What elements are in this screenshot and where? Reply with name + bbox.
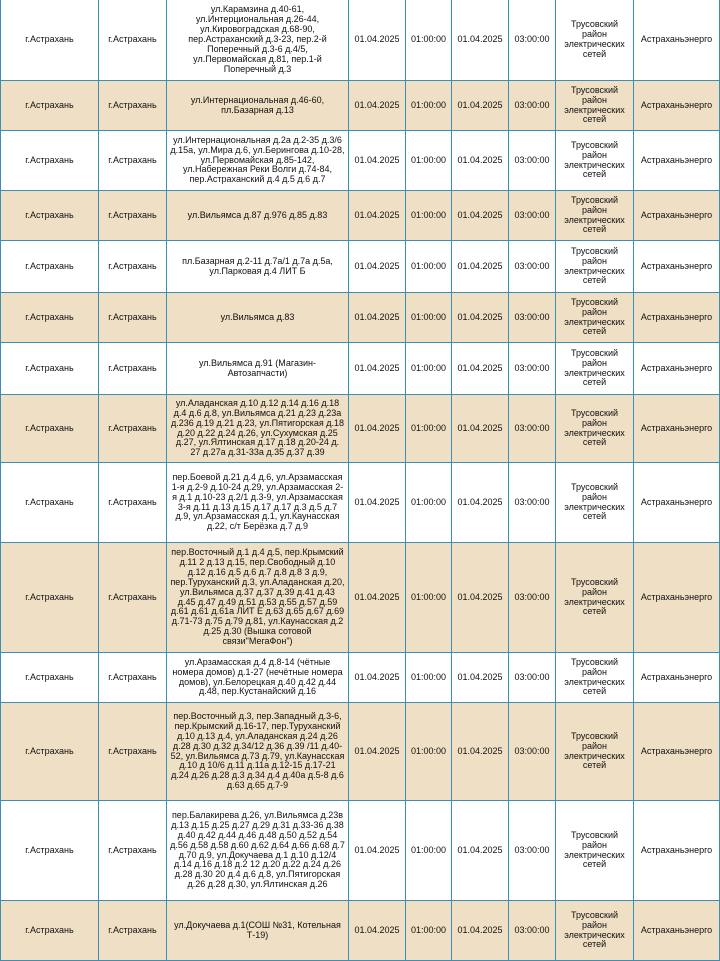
end-time-cell: 03:00:00 xyxy=(509,81,556,131)
start-time-cell: 01:00:00 xyxy=(406,801,452,901)
address-cell: ул.Арзамасская д.4 д.8-14 (чётные номера домов) д.1-27 (нечётные номера домов), ул.Белорецкая д.40 д.42 д.44 д.48, пер.Кустанайский д.16 xyxy=(167,653,349,703)
end-date-cell: 01.04.2025 xyxy=(452,901,509,961)
start-date-cell: 01.04.2025 xyxy=(349,343,406,395)
table-row xyxy=(1,543,720,653)
city-cell: г.Астрахань xyxy=(1,901,99,961)
table-row xyxy=(1,241,720,293)
organization-cell: Астраханьэнерго xyxy=(634,543,720,653)
locality-cell: г.Астрахань xyxy=(99,653,167,703)
city-cell: г.Астрахань xyxy=(1,131,99,191)
start-time-cell: 01:00:00 xyxy=(406,653,452,703)
district-cell: Трусовский район электрических сетей xyxy=(556,801,634,901)
start-time-cell: 01:00:00 xyxy=(406,191,452,241)
district-cell: Трусовский район электрических сетей xyxy=(556,543,634,653)
start-time-cell: 01:00:00 xyxy=(406,0,452,81)
city-cell: г.Астрахань xyxy=(1,395,99,463)
start-date-cell: 01.04.2025 xyxy=(349,241,406,293)
start-date-cell: 01.04.2025 xyxy=(349,131,406,191)
address-cell: ул.Докучаева д.1(СОШ №31, Котельная Т-19) xyxy=(167,901,349,961)
district-cell: Трусовский район электрических сетей xyxy=(556,343,634,395)
district-cell: Трусовский район электрических сетей xyxy=(556,293,634,343)
address-cell: ул.Вильямса д.87 д.976 д.85 д.83 xyxy=(167,191,349,241)
table-row xyxy=(1,343,720,395)
organization-cell: Астраханьэнерго xyxy=(634,81,720,131)
organization-cell: Астраханьэнерго xyxy=(634,395,720,463)
city-cell: г.Астрахань xyxy=(1,191,99,241)
start-date-cell: 01.04.2025 xyxy=(349,801,406,901)
start-time-cell: 01:00:00 xyxy=(406,81,452,131)
end-date-cell: 01.04.2025 xyxy=(452,395,509,463)
start-date-cell: 01.04.2025 xyxy=(349,543,406,653)
start-date-cell: 01.04.2025 xyxy=(349,0,406,81)
table-body xyxy=(1,0,720,961)
city-cell: г.Астрахань xyxy=(1,0,99,81)
start-time-cell: 01:00:00 xyxy=(406,241,452,293)
start-date-cell: 01.04.2025 xyxy=(349,293,406,343)
organization-cell: Астраханьэнерго xyxy=(634,801,720,901)
end-date-cell: 01.04.2025 xyxy=(452,653,509,703)
locality-cell: г.Астрахань xyxy=(99,543,167,653)
district-cell: Трусовский район электрических сетей xyxy=(556,653,634,703)
organization-cell: Астраханьэнерго xyxy=(634,463,720,543)
organization-cell: Астраханьэнерго xyxy=(634,293,720,343)
organization-cell: Астраханьэнерго xyxy=(634,191,720,241)
table-row xyxy=(1,801,720,901)
district-cell: Трусовский район электрических сетей xyxy=(556,463,634,543)
table-row xyxy=(1,191,720,241)
end-time-cell: 03:00:00 xyxy=(509,293,556,343)
organization-cell: Астраханьэнерго xyxy=(634,131,720,191)
end-time-cell: 03:00:00 xyxy=(509,343,556,395)
address-cell: ул.Вильямса д.83 xyxy=(167,293,349,343)
locality-cell: г.Астрахань xyxy=(99,191,167,241)
table-row xyxy=(1,293,720,343)
city-cell: г.Астрахань xyxy=(1,801,99,901)
organization-cell: Астраханьэнерго xyxy=(634,703,720,801)
start-date-cell: 01.04.2025 xyxy=(349,901,406,961)
district-cell: Трусовский район электрических сетей xyxy=(556,191,634,241)
locality-cell: г.Астрахань xyxy=(99,395,167,463)
address-cell: ул.Вильямса д.91 (Магазин-Автозапчасти) xyxy=(167,343,349,395)
end-date-cell: 01.04.2025 xyxy=(452,241,509,293)
end-date-cell: 01.04.2025 xyxy=(452,801,509,901)
city-cell: г.Астрахань xyxy=(1,241,99,293)
end-time-cell: 03:00:00 xyxy=(509,801,556,901)
address-cell: пер.Балакирева д.26, ул.Вильямса д.23в д.13 д.15 д.25 д.27 д.29 д.31 д.33-36 д.38 д.40 д.42 д.44 д.46 д.48 д.50 д.52 д.54 д.56 д.58 д.58 д.60 д.62 д.64 д.66 д.68 д.7 д.70 д.9, ул.Докучаева д.1 д.10 д.12/4 д.14 д.16 д.18 д.2 12 д.20 д.22 д.24 д.26 д.28 д.30 20 д.4 д.6 д.8, ул.Пятигорская д.26 д.28 д.30, ул.Ялтинская д.26 xyxy=(167,801,349,901)
end-time-cell: 03:00:00 xyxy=(509,703,556,801)
start-date-cell: 01.04.2025 xyxy=(349,703,406,801)
end-time-cell: 03:00:00 xyxy=(509,543,556,653)
start-time-cell: 01:00:00 xyxy=(406,703,452,801)
start-date-cell: 01.04.2025 xyxy=(349,81,406,131)
address-cell: ул.Интернациональная д.46-60, пл.Базарная д.13 xyxy=(167,81,349,131)
start-date-cell: 01.04.2025 xyxy=(349,653,406,703)
end-date-cell: 01.04.2025 xyxy=(452,131,509,191)
end-time-cell: 03:00:00 xyxy=(509,653,556,703)
start-time-cell: 01:00:00 xyxy=(406,293,452,343)
end-date-cell: 01.04.2025 xyxy=(452,81,509,131)
district-cell: Трусовский район электрических сетей xyxy=(556,395,634,463)
district-cell: Трусовский район электрических сетей xyxy=(556,0,634,81)
district-cell: Трусовский район электрических сетей xyxy=(556,901,634,961)
end-time-cell: 03:00:00 xyxy=(509,901,556,961)
end-time-cell: 03:00:00 xyxy=(509,131,556,191)
locality-cell: г.Астрахань xyxy=(99,81,167,131)
end-time-cell: 03:00:00 xyxy=(509,395,556,463)
table-row xyxy=(1,653,720,703)
locality-cell: г.Астрахань xyxy=(99,703,167,801)
address-cell: пл.Базарная д.2-11 д.7а/1 д.7а д.5а, ул.Парковая д.4 ЛИТ Б xyxy=(167,241,349,293)
address-cell: ул.Карамзина д.40-61, ул.Интерциональная д.26-44, ул.Кировоградская д.68-90, пер.Астраханский д.3-23, пер.2-й Поперечный д.3-6 д.4/5, ул.Первомайская д.81, пер.1-й Поперечный д.3 xyxy=(167,0,349,81)
start-time-cell: 01:00:00 xyxy=(406,901,452,961)
city-cell: г.Астрахань xyxy=(1,81,99,131)
end-time-cell: 03:00:00 xyxy=(509,191,556,241)
end-time-cell: 03:00:00 xyxy=(509,0,556,81)
start-time-cell: 01:00:00 xyxy=(406,343,452,395)
address-cell: пер.Боевой д.21 д.4 д.6, ул.Арзамасская 1-я д.2-9 д.10-24 д.29, ул.Арзамасская 2-я д.1 д.10-23 д.2/1 д.3-9, ул.Арзамасская 3-я д.11 д.13 д.15 д.17 д.17 д.3 д.5 д.7 д.9, ул.Арзамасская д.1, ул.Каунасская д.22, с/т Берёзка д.7 д.9 xyxy=(167,463,349,543)
address-cell: ул.Интернациональная д.2а д.2-35 д.3/6 д.15а, ул.Мира д.6, ул.Берингова д.10-28, ул.Первомайская д.85-142, ул.Набережная Реки Волги д.74-84, пер.Астраханский д.4 д.5 д.6 д.7 xyxy=(167,131,349,191)
city-cell: г.Астрахань xyxy=(1,543,99,653)
organization-cell: Астраханьэнерго xyxy=(634,0,720,81)
start-time-cell: 01:00:00 xyxy=(406,131,452,191)
locality-cell: г.Астрахань xyxy=(99,901,167,961)
end-date-cell: 01.04.2025 xyxy=(452,191,509,241)
district-cell: Трусовский район электрических сетей xyxy=(556,703,634,801)
locality-cell: г.Астрахань xyxy=(99,131,167,191)
end-date-cell: 01.04.2025 xyxy=(452,543,509,653)
table-row xyxy=(1,703,720,801)
locality-cell: г.Астрахань xyxy=(99,293,167,343)
end-time-cell: 03:00:00 xyxy=(509,463,556,543)
city-cell: г.Астрахань xyxy=(1,653,99,703)
locality-cell: г.Астрахань xyxy=(99,801,167,901)
locality-cell: г.Астрахань xyxy=(99,343,167,395)
table-row xyxy=(1,0,720,81)
organization-cell: Астраханьэнерго xyxy=(634,901,720,961)
end-date-cell: 01.04.2025 xyxy=(452,293,509,343)
table-row xyxy=(1,463,720,543)
table-row xyxy=(1,81,720,131)
start-date-cell: 01.04.2025 xyxy=(349,191,406,241)
start-time-cell: 01:00:00 xyxy=(406,463,452,543)
district-cell: Трусовский район электрических сетей xyxy=(556,241,634,293)
organization-cell: Астраханьэнерго xyxy=(634,241,720,293)
address-cell: пер.Восточный д.3, пер.Западный д.3-6, пер.Крымский д.16-17, пер.Туруханский д.10 д.13 д.4, ул.Аладанская д.24 д.26 д.28 д.30 д.32 д.34/12 д.36 д.39 /11 д.40-52, ул.Вильямса д.73 д.79, ул.Каунасская д.10 д 10/6 д.11 д.11а д.12-15 д.17-21 д.24 д.26 д.28 д.3 д.34 д.4 д.40а д.5-8 д.6 д.63 д.65 д.7-9 xyxy=(167,703,349,801)
table-row xyxy=(1,901,720,961)
address-cell: ул.Аладанская д.10 д.12 д.14 д.16 д.18 д.4 д.6 д.8, ул.Вильямса д.21 д.23 д.23а д.236 д.19 д.21 д.23, ул.Пятигорская д.18 д.20 д.22 д.24 д.26, ул.Сухумская д.25 д.27, ул.Ялтинская д.17 д.18 д.20-24 д. 27 д.27а д.31-33а д.35 д.37 д.39 xyxy=(167,395,349,463)
start-time-cell: 01:00:00 xyxy=(406,543,452,653)
start-date-cell: 01.04.2025 xyxy=(349,395,406,463)
table-row xyxy=(1,131,720,191)
city-cell: г.Астрахань xyxy=(1,463,99,543)
organization-cell: Астраханьэнерго xyxy=(634,343,720,395)
end-time-cell: 03:00:00 xyxy=(509,241,556,293)
organization-cell: Астраханьэнерго xyxy=(634,653,720,703)
locality-cell: г.Астрахань xyxy=(99,463,167,543)
address-cell: пер.Восточный д.1 д.4 д.5, пер.Крымский д.11 2 д.13 д.15, пер.Свободный д.10 д.12 д.16 д.5 д.6 д.7 д.8 д.8 3 д.9, пер.Туруханский д.3, ул.Аладанская д.20, ул.Вильямса д.37 д.37 д.39 д.41 д.43 д.45 д.47 д.49 д.51 д.53 д.55 д.57 д.59 д.61 д.61 д.61а ЛИТ Е д.63 д.65 д.67 д.69 д.71-73 д.75 д.79 д.81, ул.Каунасская д.2 д.25 д.30 (Вышка сотовой связи"МегаФон") xyxy=(167,543,349,653)
district-cell: Трусовский район электрических сетей xyxy=(556,81,634,131)
start-time-cell: 01:00:00 xyxy=(406,395,452,463)
city-cell: г.Астрахань xyxy=(1,343,99,395)
end-date-cell: 01.04.2025 xyxy=(452,463,509,543)
city-cell: г.Астрахань xyxy=(1,293,99,343)
locality-cell: г.Астрахань xyxy=(99,0,167,81)
city-cell: г.Астрахань xyxy=(1,703,99,801)
locality-cell: г.Астрахань xyxy=(99,241,167,293)
end-date-cell: 01.04.2025 xyxy=(452,0,509,81)
table-row xyxy=(1,395,720,463)
end-date-cell: 01.04.2025 xyxy=(452,343,509,395)
start-date-cell: 01.04.2025 xyxy=(349,463,406,543)
district-cell: Трусовский район электрических сетей xyxy=(556,131,634,191)
end-date-cell: 01.04.2025 xyxy=(452,703,509,801)
